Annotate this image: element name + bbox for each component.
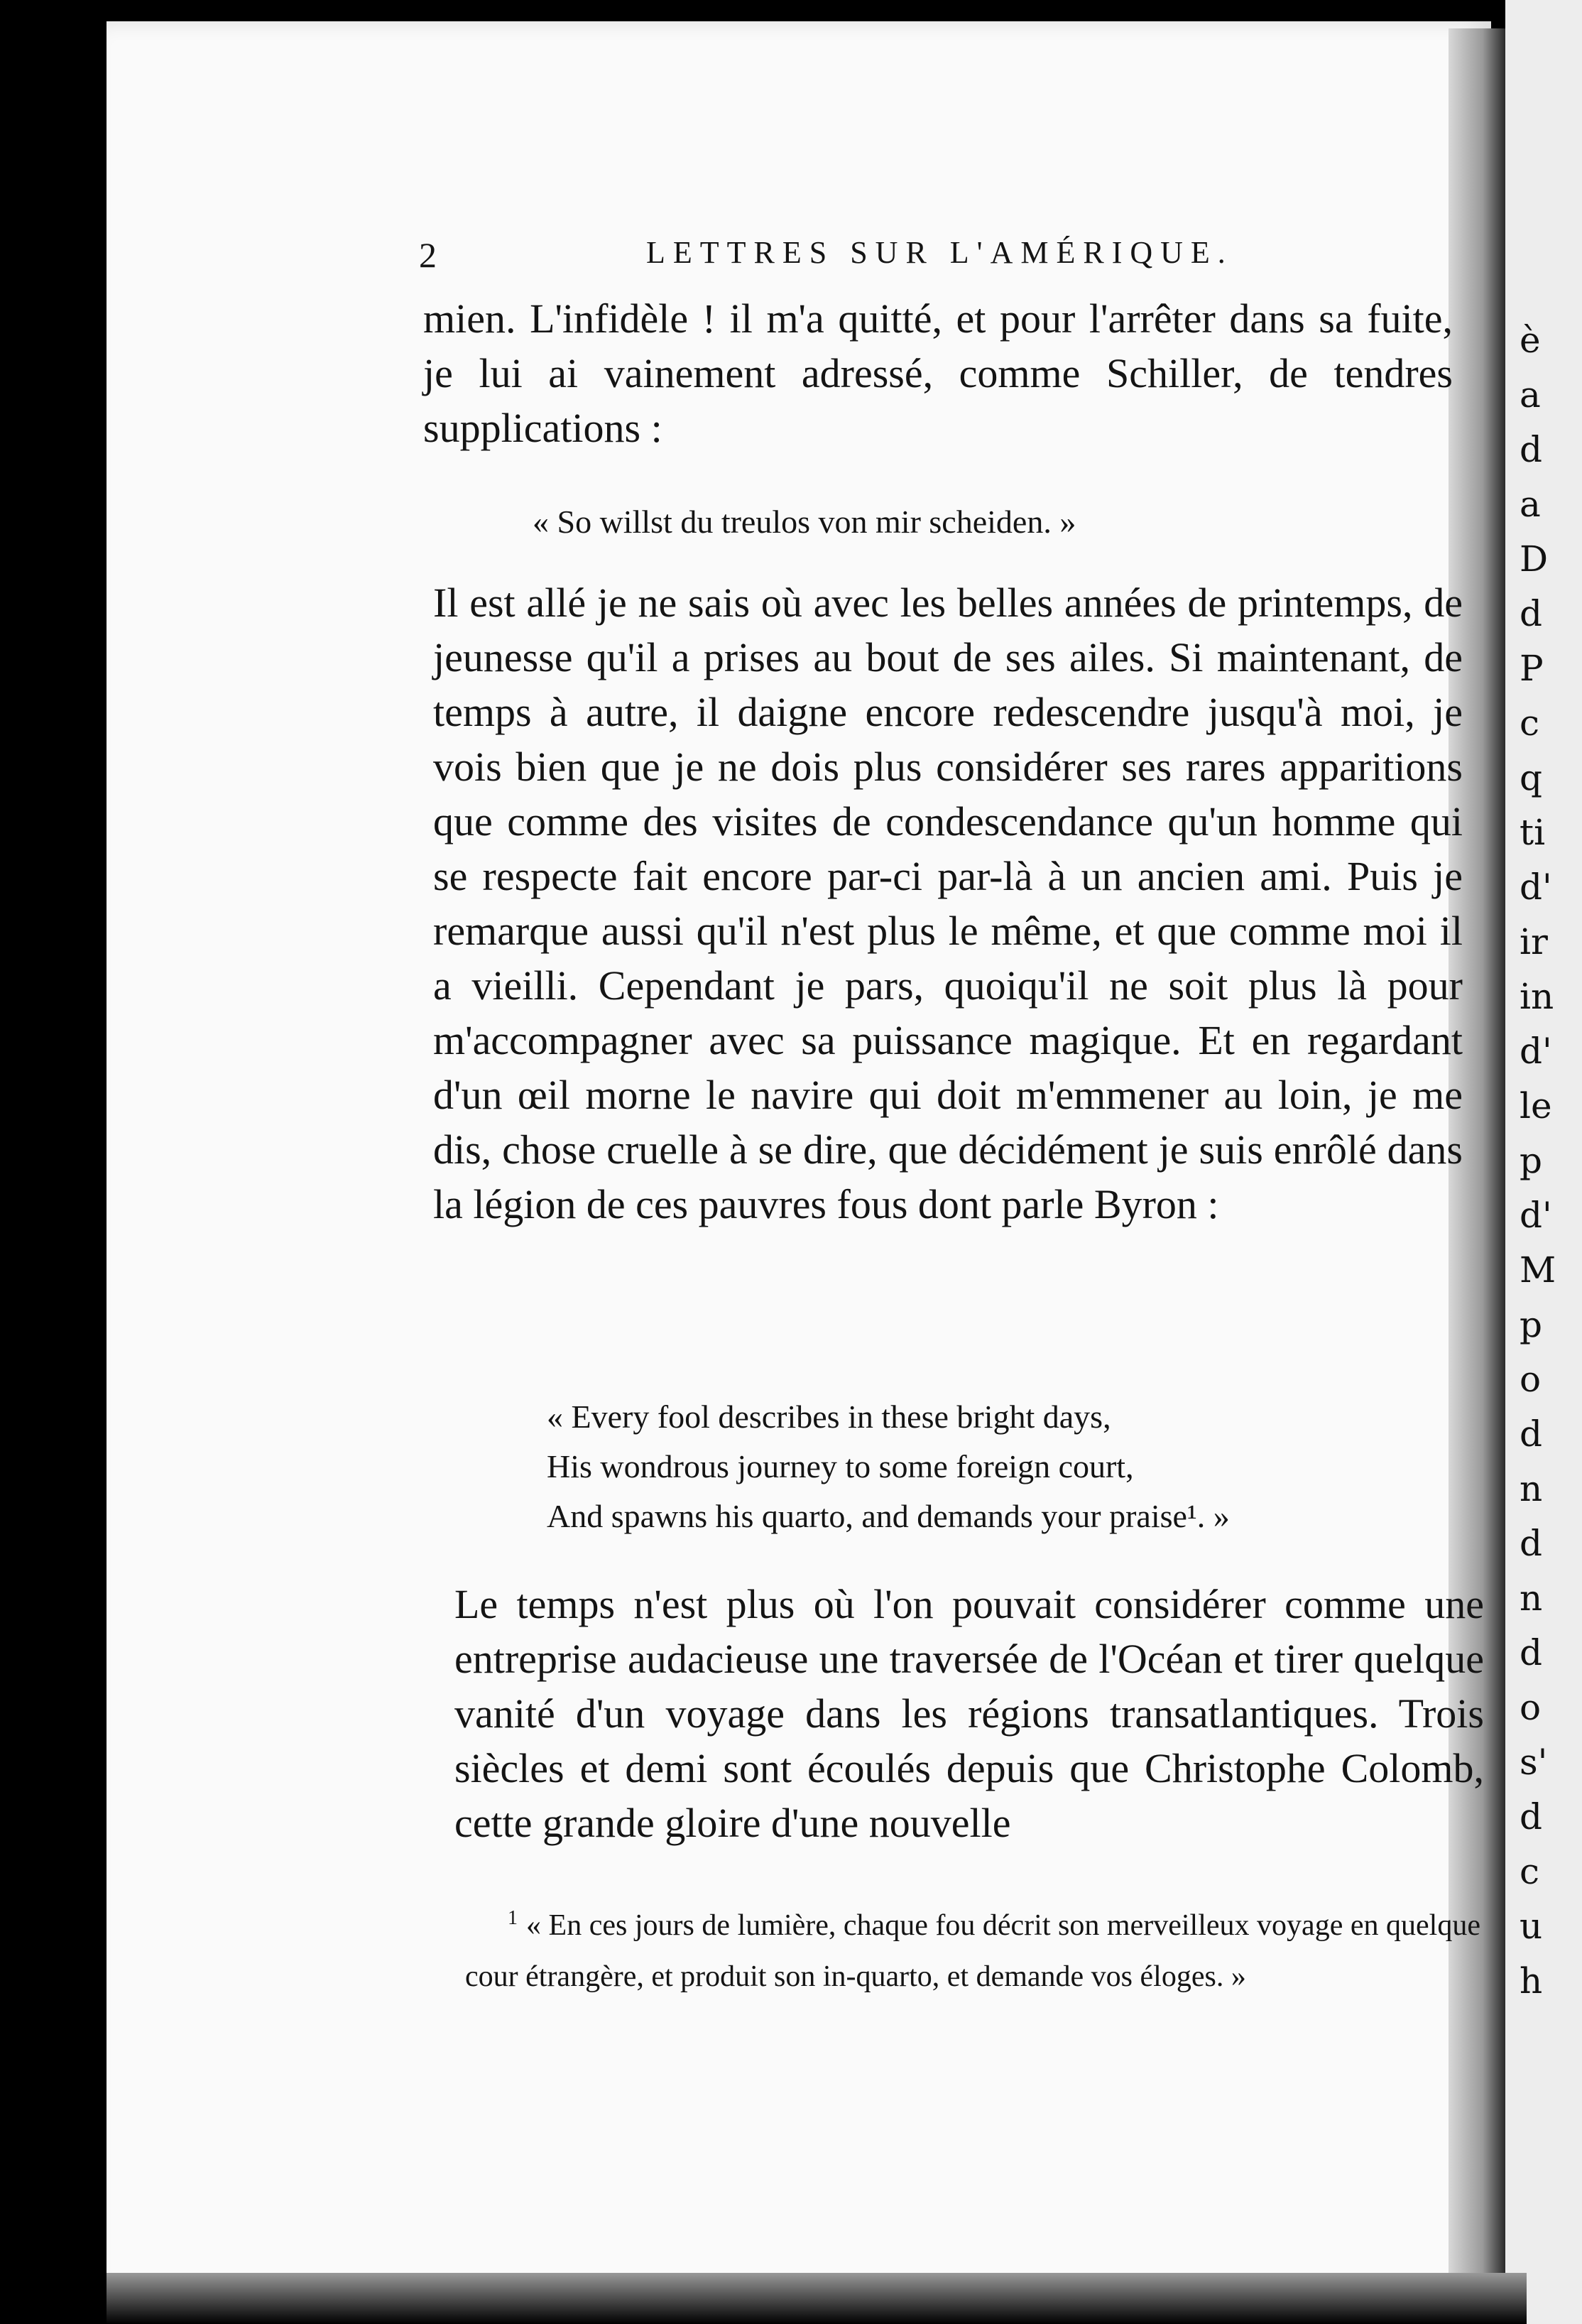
facing-page-fragment-text: d: [1520, 1796, 1543, 1837]
facing-page-fragment-text: c: [1520, 702, 1540, 744]
footnote: [465, 1893, 1480, 2002]
facing-page-fragment-text: è: [1520, 320, 1541, 361]
footnote-mark: 1: [508, 1907, 518, 1929]
facing-page-fragment-text: ti: [1520, 812, 1546, 853]
facing-page-fragment-text: u: [1520, 1906, 1543, 1947]
facing-page-fragment-text: d: [1520, 1413, 1543, 1455]
facing-page-fragment-text: o: [1520, 1359, 1542, 1400]
facing-page-fragment-text: q: [1520, 757, 1543, 798]
facing-page-fragment-text: a: [1520, 484, 1541, 525]
page-header: [419, 234, 1484, 291]
page-number: 2: [419, 235, 437, 275]
facing-page-fragment-text: d': [1520, 867, 1552, 908]
paragraph-2: Il est allé je ne sais où avec les belles années de printemps, de jeunesse qu'il a prises au bout de ses ailes. Si maintenant, de temps à autre, il daigne encore redescendre jusqu'à moi, je vois bien que je ne dois plus considérer ses rares apparitions que comme des visites de condescendance qu'un homme qui se respecte fait encore par-ci par-là à un ancien ami. Puis je remarque aussi qu'il n'est plus le même, et que comme moi il a vieilli. Cependant je pars, quoiqu'il ne soit plus là pour m'accompagner avec sa puissance magique. Et en regardant d'un œil morne le navire qui doit m'emmener au loin, je me dis, chose cruelle à se dire, que décidément je suis enrôlé dans la légion de ces pauvres fous dont parle Byron :: [433, 580, 1463, 1227]
facing-page-fragment-text: ir: [1520, 921, 1548, 962]
byron-quote-line: « Every fool describes in these bright days,: [547, 1399, 1111, 1435]
facing-page-fragment-text: d: [1520, 429, 1543, 470]
facing-page-fragment-text: a: [1520, 374, 1541, 416]
schiller-quote: « So willst du treulos von mir scheiden. »: [533, 504, 1076, 540]
facing-page-fragment-text: o: [1520, 1687, 1542, 1728]
facing-page-fragment-text: in: [1520, 976, 1554, 1017]
facing-page-fragment-text: d: [1520, 1632, 1543, 1673]
running-title: LETTRES SUR L'AMÉRIQUE.: [646, 235, 1233, 270]
footnote-text: « En ces jours de lumière, chaque fou décrit son merveilleux voyage en quelque cour étrangère, et produit son in-quarto, et demande vos éloges. »: [465, 1909, 1480, 1993]
facing-page-fragment: [1505, 0, 1582, 2324]
byron-quote-line: And spawns his quarto, and demands your praise¹. »: [547, 1498, 1230, 1534]
facing-page-fragment-text: s': [1520, 1742, 1548, 1783]
paragraph-3: Le temps n'est plus où l'on pouvait considérer comme une entreprise audacieuse une traversée de l'Océan et tirer quelque vanité d'un voyage dans les régions transatlantiques. Trois siècles et demi sont écoulés depuis que Christophe Colomb, cette grande gloire d'une nouvelle: [454, 1581, 1484, 1846]
facing-page-fragment-text: M: [1520, 1249, 1556, 1291]
page-bottom-shadow: [107, 2273, 1527, 2324]
paragraph-1: mien. L'infidèle ! il m'a quitté, et pour l'arrêter dans sa fuite, je lui ai vainement adressé, comme Schiller, de tendres supplications :: [423, 295, 1453, 451]
facing-page-fragment-text: d': [1520, 1031, 1552, 1072]
facing-page-fragment-text: n: [1520, 1578, 1543, 1619]
facing-page-fragment-text: n: [1520, 1468, 1543, 1509]
facing-page-fragment-text: d': [1520, 1195, 1552, 1236]
facing-page-fragment-text: p: [1520, 1140, 1543, 1181]
byron-quote: [547, 1392, 1230, 1541]
facing-page-fragment-text: p: [1520, 1304, 1543, 1345]
facing-page-fragment-text: c: [1520, 1851, 1540, 1892]
facing-page-fragment-text: le: [1520, 1085, 1552, 1126]
facing-page-fragment-text: d: [1520, 593, 1543, 634]
facing-page-fragment-text: D: [1520, 538, 1549, 580]
facing-page-fragment-text: P: [1520, 648, 1544, 689]
byron-quote-line: His wondrous journey to some foreign court,: [547, 1448, 1134, 1484]
facing-page-fragment-text: h: [1520, 1960, 1543, 2002]
facing-page-fragment-text: d: [1520, 1523, 1543, 1564]
